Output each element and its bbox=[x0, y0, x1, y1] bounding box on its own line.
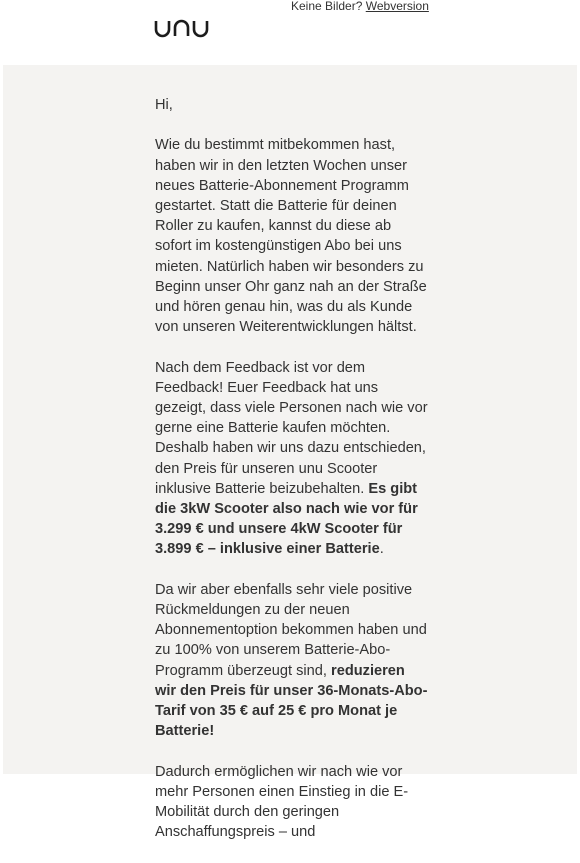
logo-letter-u bbox=[194, 21, 207, 36]
paragraph-feedback-end: . bbox=[379, 541, 384, 558]
paragraph-battery-subscription: Wie du bestimmt mitbekommen hast, haben wir in den letzten Wochen unser neues Batterie-Abonnement Programm gestartet. Statt die Batterie für deinen Roller zu kaufen, kannst du diese ab sofort im kostengünstigen Abo bei uns mieten. Natürlich haben wir besonders zu Beginn unser Ohr ganz nah an der Straße und hören genau hin, was du als Kunde von unseren Weiterentwicklungen hältst. bbox=[155, 137, 427, 336]
paragraph-feedback-text: Nach dem Feedback ist vor dem Feedback! Euer Feedback hat uns gezeigt, dass viele Personen nach wie vor gerne eine Batterie kaufen möchten. Deshalb haben wir uns dazu entschieden, den Preis für unseren unu Scooter inklusive Batterie beizubehalten. bbox=[155, 359, 428, 497]
paragraph-feedback bbox=[155, 358, 429, 560]
scooter-price-highlight: Es gibt die 3kW Scooter also nach wie vor für 3.299 € und unsere 4kW Scooter für 3.899 € – inklusive einer Batterie bbox=[155, 480, 418, 558]
webversion-link[interactable]: Webversion bbox=[365, 0, 429, 13]
unu-logo[interactable] bbox=[154, 18, 210, 40]
paragraph-subscription-price bbox=[155, 580, 429, 742]
logo-letter-u bbox=[156, 21, 169, 36]
logo-letter-n bbox=[175, 21, 188, 36]
no-images-text: Keine Bilder? bbox=[291, 0, 363, 13]
email-content bbox=[3, 65, 577, 841]
email-body bbox=[155, 95, 429, 863]
greeting: Hi, bbox=[155, 97, 173, 113]
subscription-price-highlight: reduzieren wir den Preis für unser 36-Monats-Abo-Tarif von 35 € auf 25 € pro Monat je Batterie! bbox=[155, 662, 428, 740]
paragraph-e-mobility: Dadurch ermöglichen wir nach wie vor mehr Personen einen Einstieg in die E-Mobilität durch den geringen Anschaffungspreis – und bbox=[155, 763, 409, 841]
preheader bbox=[291, 0, 429, 12]
paragraph-subscription-text: Da wir aber ebenfalls sehr viele positive Rückmeldungen zu der neuen Abonnementoption bekommen haben und zu 100% von unserem Batterie-Abo-Programm überzeugt sind, bbox=[155, 581, 427, 679]
